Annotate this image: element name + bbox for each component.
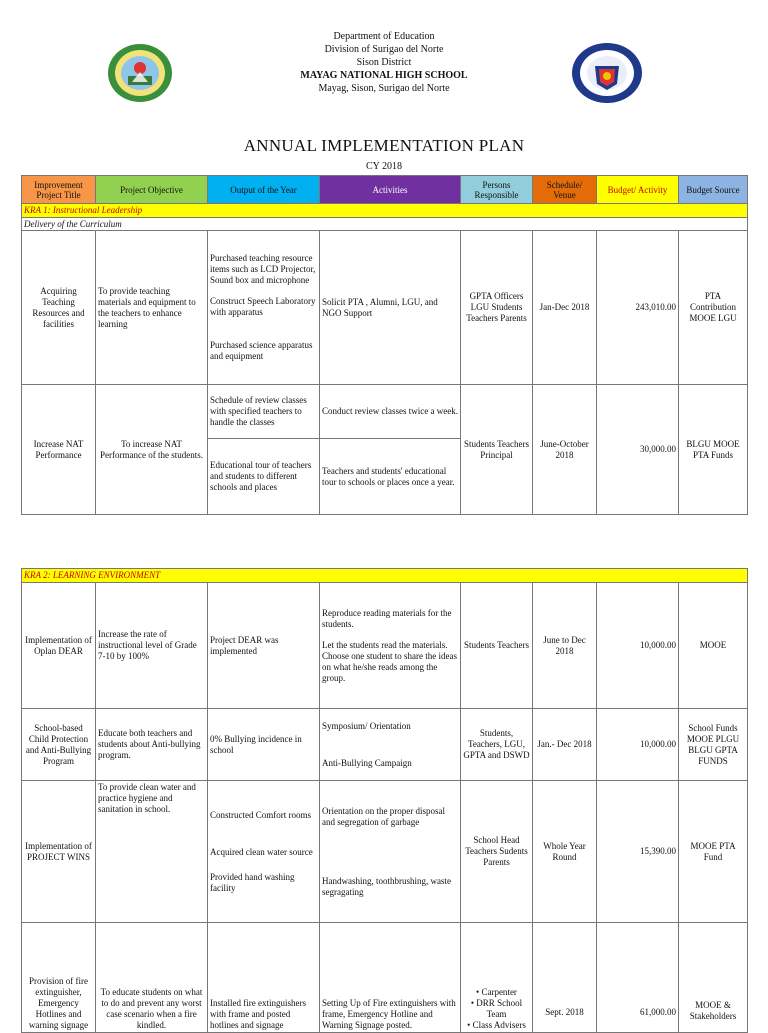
activity-cell [320,781,461,923]
output-item: Purchased teaching resource items such as LCD Projector, Sound box and microphone [210,253,316,285]
activity-item: Symposium/ Orientation [322,720,411,731]
project-title-cell: Increase NAT Performance [22,385,96,515]
source-cell: MOOE PTA Fund [679,781,748,923]
output-cell [208,231,320,385]
subheading-row [22,218,748,231]
schedule-cell: Sept. 2018 [533,923,597,1033]
persons-cell: School Head Teachers Sudents Parents [461,781,533,923]
activity-cell [320,583,461,709]
document-header [0,30,768,95]
output-cell [208,781,320,923]
output-item: Provided hand washing facility [210,871,295,893]
activity-cell: Conduct review classes twice a week. [320,385,461,439]
col-header-budget: Budget/ Activity [597,176,679,204]
persons-cell: Students Teachers Principal [461,385,533,515]
project-title-cell: Implementation of PROJECT WINS [22,781,96,923]
table-row [22,709,748,781]
table-row [22,781,748,923]
persons-cell [461,923,533,1033]
output-cell: 0% Bullying incidence in school [208,709,320,781]
activity-item: Handwashing, toothbrushing, waste segragating [322,875,451,897]
persons-cell: Students, Teachers, LGU, GPTA and DSWD [461,709,533,781]
output-cell: Project DEAR was implemented [208,583,320,709]
source-cell: BLGU MOOE PTA Funds [679,385,748,515]
col-header-objective: Project Objective [96,176,208,204]
project-title-cell: School-based Child Protection and Anti-Bullying Program [22,709,96,781]
table-row [22,583,748,709]
objective-cell: Increase the rate of instructional level of Grade 7-10 by 100% [96,583,208,709]
kra-row [22,204,748,218]
header-division: Division of Surigao del Norte [324,44,444,55]
plan-table-kra2 [21,568,748,1033]
activity-item: Reproduce reading materials for the students. [322,607,452,629]
person-item: • Class Advisers [467,1020,526,1030]
activity-cell: Solicit PTA , Alumni, LGU, and NGO Support [320,231,461,385]
col-header-activities: Activities [320,176,461,204]
schedule-cell: June-October 2018 [533,385,597,515]
calendar-year: CY 2018 [365,161,403,172]
objective-cell: To increase NAT Performance of the students. [96,385,208,515]
table-header-row [22,176,748,204]
persons-cell: GPTA Officers LGU Students Teachers Parents [461,231,533,385]
output-cell: Schedule of review classes with specified teachers to handle the classes [208,385,320,439]
project-title-cell: Acquiring Teaching Resources and facilities [22,231,96,385]
activity-item: Choose one student to share the ideas on what he/she reads among the group. [322,650,457,683]
table-row [22,923,748,1033]
plan-table-kra1 [21,175,748,515]
col-header-output: Output of the Year [208,176,320,204]
person-item: • Carpenter [476,987,517,997]
objective-cell: Educate both teachers and students about Anti-bullying program. [96,709,208,781]
activity-item: Let the students read the materials. [322,639,448,650]
kra-row [22,569,748,583]
output-item: Purchased science apparatus and equipment [210,340,313,361]
budget-cell: 61,000.00 [597,923,679,1033]
persons-cell: Students Teachers [461,583,533,709]
objective-cell: To educate students on what to do and prevent any worst case scenario when a fire kindled. [96,923,208,1033]
col-header-source: Budget Source [679,176,748,204]
activity-item: Anti-Bullying Campaign [322,757,412,768]
kra2-label: KRA 2: LEARNING ENVIRONMENT [22,569,748,583]
col-header-project-title: Improvement Project Title [22,176,96,204]
header-school-name: MAYAG NATIONAL HIGH SCHOOL [300,70,468,81]
person-item: • DRR School Team [470,998,523,1019]
budget-cell: 30,000.00 [597,385,679,515]
activity-cell: Teachers and students' educational tour to schools or places once a year. [320,439,461,515]
objective-cell: To provide teaching materials and equipment to the teachers to enhance learning [96,231,208,385]
source-cell: MOOE [679,583,748,709]
table-row [22,231,748,385]
header-department: Department of Education [333,31,435,42]
output-item: Construct Speech Laboratory with apparatus [210,296,316,317]
output-cell: Educational tour of teachers and students to different schools and places [208,439,320,515]
kra1-subheading: Delivery of the Curriculum [22,218,748,231]
project-title-cell: Implementation of Oplan DEAR [22,583,96,709]
header-district: Sison District [356,57,412,68]
budget-cell: 10,000.00 [597,583,679,709]
objective-cell: To provide clean water and practice hygiene and sanitation in school. [96,781,208,923]
col-header-schedule: Schedule/ Venue [533,176,597,204]
activity-cell [320,709,461,781]
budget-cell: 243,010.00 [597,231,679,385]
kra1-label: KRA 1: Instructional Leadership [22,204,748,218]
source-cell: School Funds MOOE PLGU BLGU GPTA FUNDS [679,709,748,781]
document-title: ANNUAL IMPLEMENTATION PLAN [243,136,525,155]
header-address: Mayag, Sison, Surigao del Norte [318,83,450,94]
schedule-cell: Jan.- Dec 2018 [533,709,597,781]
project-title-cell: Provision of fire extinguisher, Emergency Hotlines and warning signage [22,923,96,1033]
source-cell: PTA Contribution MOOE LGU [679,231,748,385]
schedule-cell: Whole Year Round [533,781,597,923]
activity-cell: Setting Up of Fire extinguishers with frame, Emergency Hotline and Warning Signage posted. [320,923,461,1033]
output-cell: Installed fire extinguishers with frame and posted hotlines and signage [208,923,320,1033]
schedule-cell: Jan-Dec 2018 [533,231,597,385]
budget-cell: 10,000.00 [597,709,679,781]
table-row [22,385,748,439]
activity-item: Orientation on the proper disposal and segregation of garbage [322,805,445,827]
schedule-cell: June to Dec 2018 [533,583,597,709]
output-item: Constructed Comfort rooms [210,809,311,820]
col-header-persons: Persons Responsible [461,176,533,204]
source-cell: MOOE & Stakeholders [679,923,748,1033]
output-item: Acquired clean water source [210,846,313,857]
budget-cell: 15,390.00 [597,781,679,923]
